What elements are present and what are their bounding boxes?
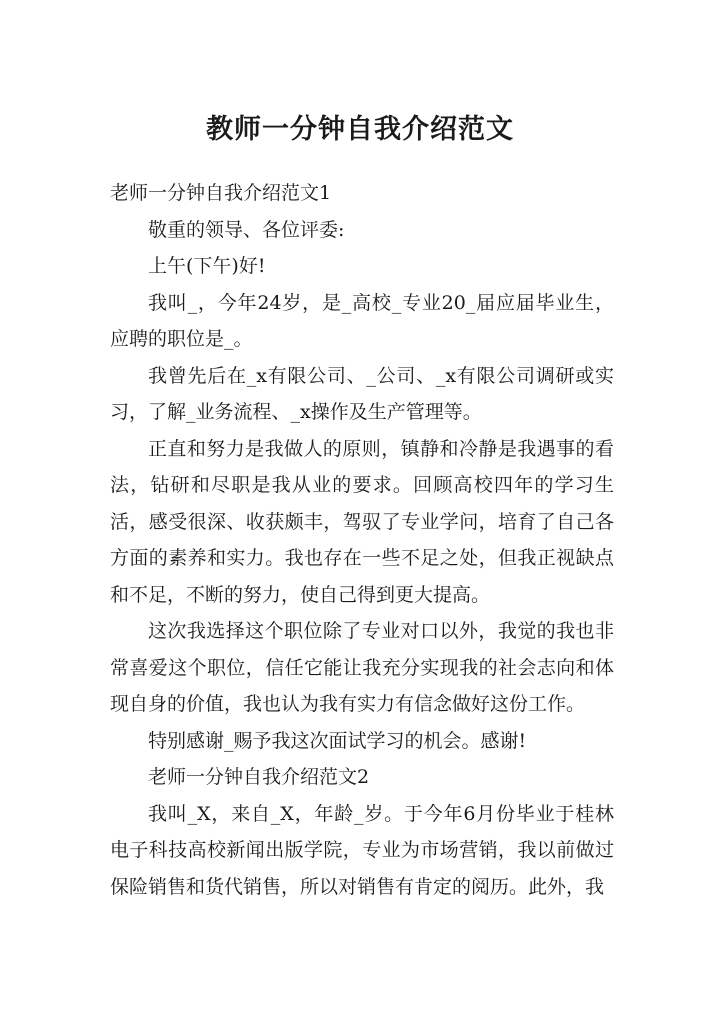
salutation-line: 上午(下午)好! <box>148 255 266 277</box>
document-body <box>110 175 614 905</box>
paragraph-sample-2: 我叫_X，来自_X，年龄_岁。于今年6月份毕业于桂林电子科技高校新闻出版学院，专业为市场营销，我以前做过保险销售和货代销售，所以对销售有肯定的阅历。此外，我 <box>110 802 614 898</box>
section-heading-1: 老师一分钟自我介绍范文1 <box>110 182 332 204</box>
greeting-line: 敬重的领导、各位评委: <box>148 218 345 241</box>
paragraph-motivation: 这次我选择这个职位除了专业对口以外，我觉的我也非常喜爱这个职位，信任它能让我充分实现我的社会志向和体现自身的价值，我也认为我有实力有信念做好这份工作。 <box>110 620 614 715</box>
document-title: 教师一分钟自我介绍范文 <box>206 114 514 145</box>
paragraph-intro: 我叫_，今年24岁，是_高校_专业20_届应届毕业生，应聘的职位是_。 <box>110 291 614 350</box>
paragraph-thanks: 特别感谢_赐予我这次面试学习的机会。感谢! <box>148 729 527 752</box>
paragraph-experience: 我曾先后在_x有限公司、_公司、_x有限公司调研或实习，了解_业务流程、_x操作及生产管理等。 <box>110 364 614 423</box>
paragraph-character: 正直和努力是我做人的原则，镇静和冷静是我遇事的看法，钻研和尽职是我从业的要求。回顾高校四年的学习生活，感受很深、收获颇丰，驾驭了专业学问，培育了自己各方面的素养和实力。我也存在一些不足之处，但我正视缺点和不足，不断的努力，使自己得到更大提高。 <box>110 437 614 606</box>
section-heading-2: 老师一分钟自我介绍范文2 <box>148 766 370 788</box>
